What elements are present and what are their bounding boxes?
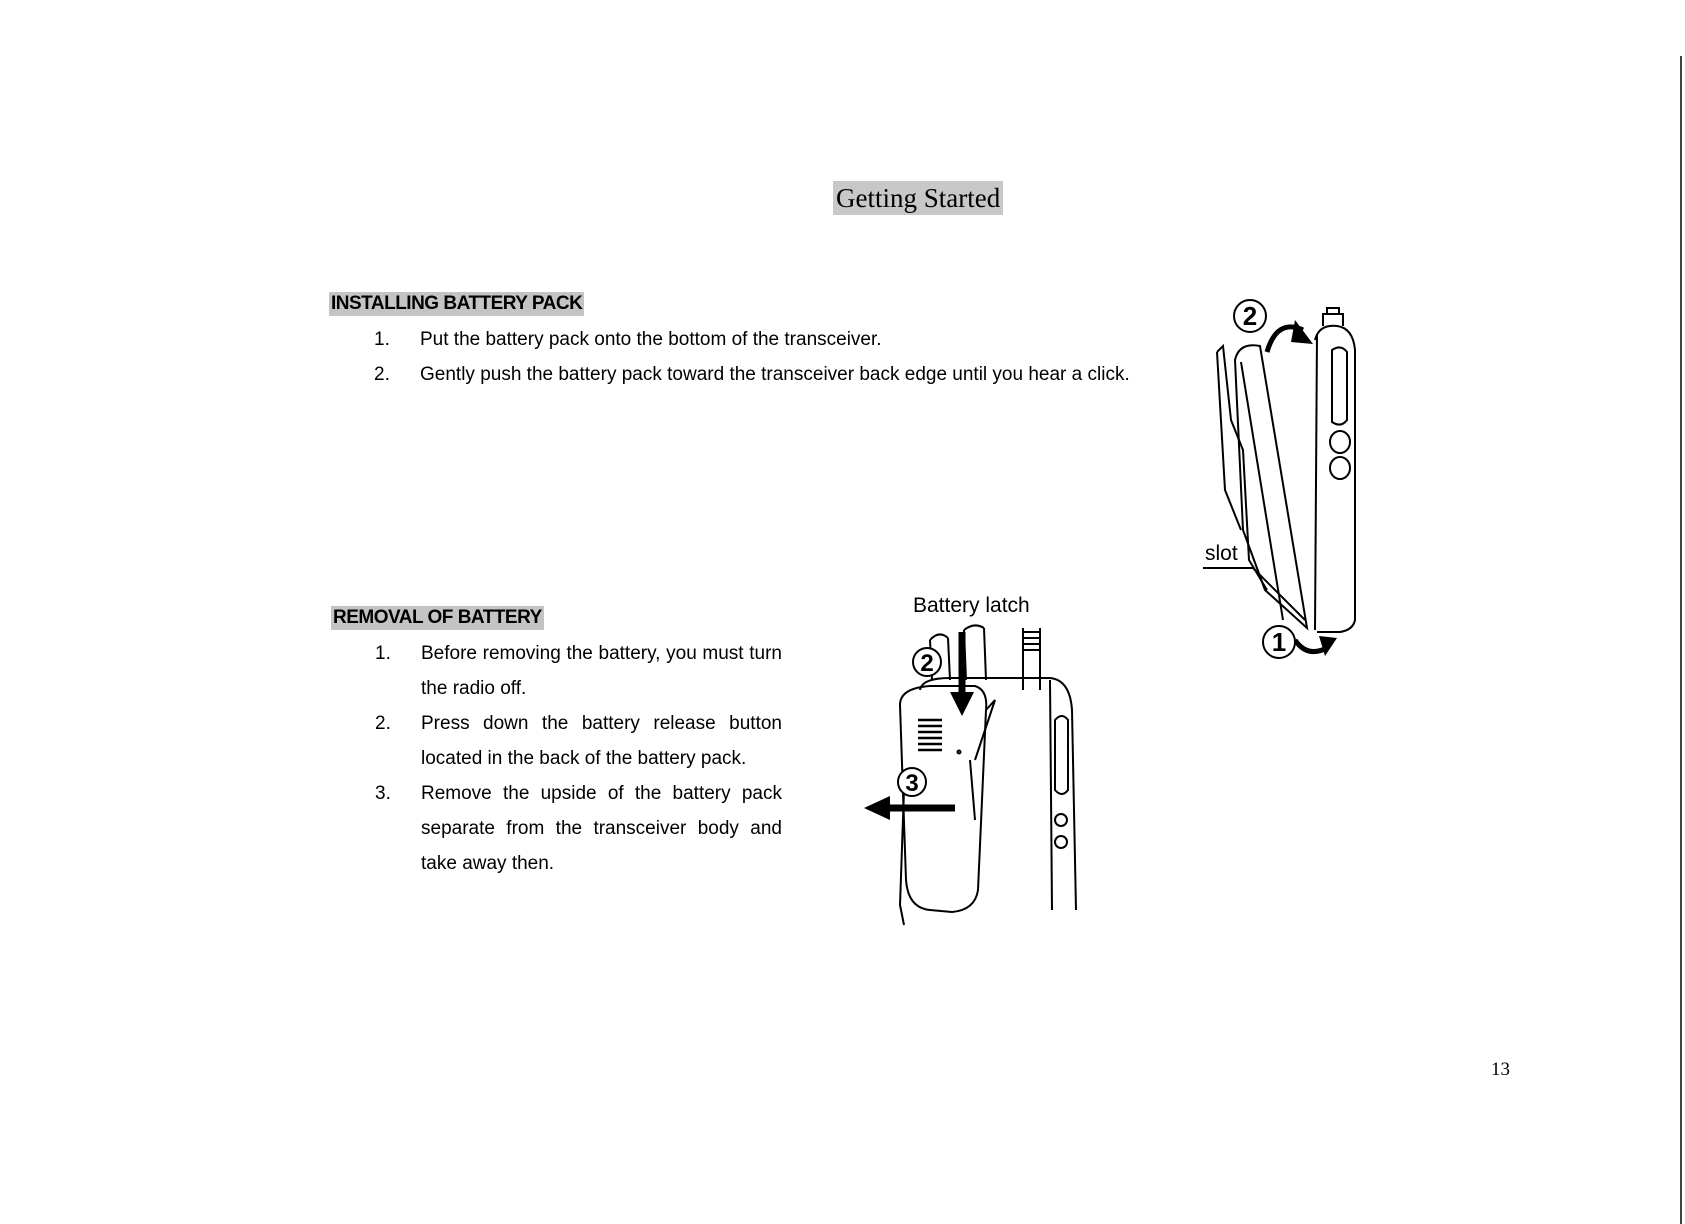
list-item	[374, 357, 1134, 392]
svg-text:2: 2	[920, 650, 934, 677]
step-marker-2	[1234, 300, 1266, 332]
step-marker-1	[1263, 626, 1295, 658]
step-number: 2.	[374, 364, 390, 385]
radio-top-knob	[964, 625, 986, 680]
page-edge-rule	[1680, 56, 1682, 1224]
step-text: Before removing the battery, you must turn the radio off.	[421, 643, 782, 699]
page-title: Getting Started	[833, 181, 1003, 215]
step-marker-3	[898, 768, 926, 797]
installing-steps-list	[374, 322, 1134, 392]
step-number: 1.	[375, 643, 391, 664]
step-number: 2.	[375, 713, 391, 734]
battery-latch-caption: Battery latch	[913, 594, 1030, 617]
section-heading-installing: INSTALLING BATTERY PACK	[331, 293, 583, 314]
step-number: 3.	[375, 783, 391, 804]
step-text: Press down the battery release button located in the back of the battery pack.	[421, 713, 782, 769]
step-text: Remove the upside of the battery pack separate from the transceiver body and take away then.	[421, 783, 782, 874]
svg-text:2: 2	[1242, 301, 1258, 331]
battery-install-illustration	[1195, 290, 1395, 670]
svg-text:3: 3	[905, 770, 919, 797]
slot-caption: slot	[1205, 542, 1238, 565]
radio-top-knob	[1323, 308, 1343, 326]
page-number: 13	[1491, 1059, 1510, 1080]
list-item	[375, 776, 782, 881]
step-number: 1.	[374, 329, 390, 350]
removal-steps-list	[375, 636, 782, 881]
section-heading-removal: REMOVAL OF BATTERY	[333, 607, 542, 628]
battery-removal-illustration	[860, 620, 1100, 920]
list-item	[375, 636, 782, 706]
step-marker-2	[913, 648, 941, 677]
list-item	[375, 706, 782, 776]
radio-body	[1315, 326, 1355, 632]
step-text: Put the battery pack onto the bottom of the transceiver.	[420, 329, 882, 350]
step-text: Gently push the battery pack toward the transceiver back edge until you hear a click.	[420, 364, 1130, 385]
list-item	[374, 322, 1134, 357]
svg-text:1: 1	[1271, 627, 1287, 657]
